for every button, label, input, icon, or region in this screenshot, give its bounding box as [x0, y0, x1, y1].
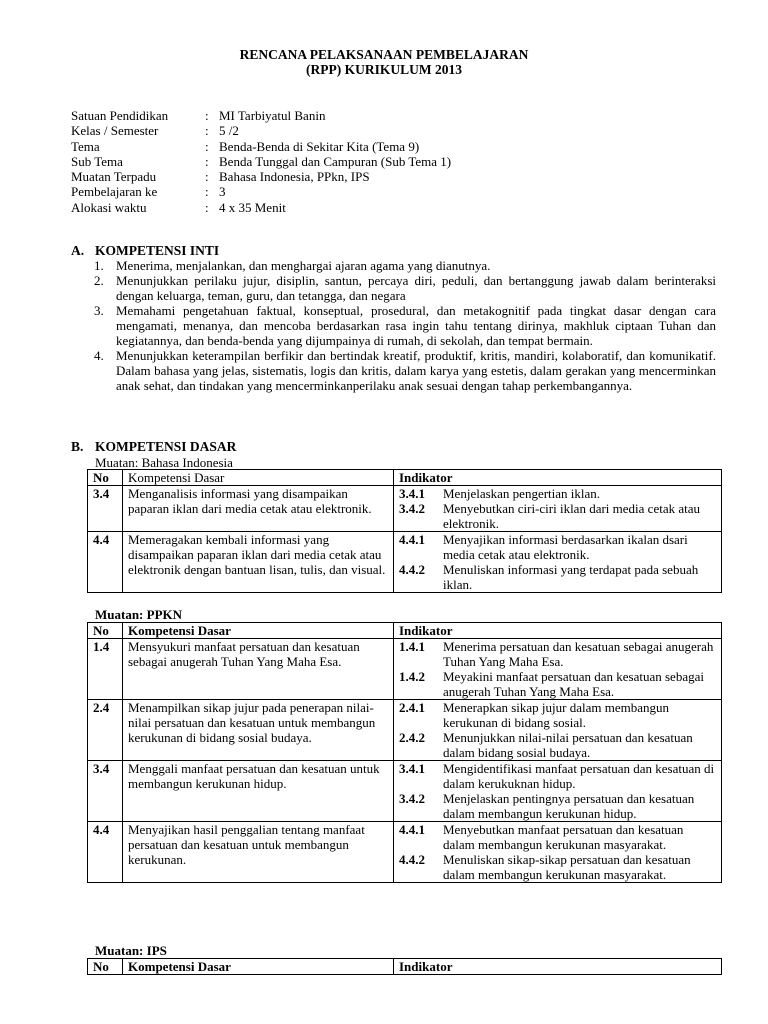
row-number: 3.4	[88, 486, 123, 532]
indicator-text: Menjelaskan pentingnya persatuan dan kesatuan dalam membangun kerukunan hidup.	[443, 791, 695, 821]
row-number: 3.4	[88, 761, 123, 822]
identity-label: Satuan Pendidikan	[71, 108, 169, 123]
identity-colon: :	[205, 153, 209, 169]
col-header-indikator: Indikator	[394, 470, 722, 486]
identity-colon: :	[205, 123, 209, 139]
indicator	[399, 562, 716, 592]
row-indicators	[394, 532, 722, 593]
table-header-row	[88, 470, 722, 486]
col-header-no: No	[88, 470, 123, 486]
row-kd: Menyajikan hasil penggalian tentang manfaat persatuan dan kesatuan untuk membangun kerukunan.	[123, 822, 394, 883]
row-indicators	[394, 700, 722, 761]
muatan-ips-label: Muatan: IPS	[95, 943, 167, 958]
muatan-ppkn-label: Muatan: PPKN	[95, 607, 183, 622]
indicator-code: 2.4.2	[399, 730, 425, 745]
col-header-kd: Kompetensi Dasar	[123, 959, 394, 975]
indicator	[399, 822, 716, 852]
indicator	[399, 730, 716, 760]
identity-colon: :	[205, 169, 209, 185]
indicator-code: 4.4.2	[399, 562, 425, 577]
identity-colon: :	[205, 199, 209, 215]
row-number: 2.4	[88, 700, 123, 761]
identity-value: Benda-Benda di Sekitar Kita (Tema 9)	[219, 138, 420, 154]
row-indicators	[394, 639, 722, 700]
row-number: 4.4	[88, 532, 123, 593]
col-header-kd: Kompetensi Dasar	[123, 623, 394, 639]
indicator-code: 4.4.1	[399, 822, 425, 837]
identity-value: 3	[219, 184, 226, 200]
indicator-text: Menuliskan sikap-sikap persatuan dan kesatuan dalam membangun kerukunan masyarakat.	[443, 852, 691, 882]
identity-value: Bahasa Indonesia, PPkn, IPS	[219, 169, 370, 185]
indicator-text: Meyakini manfaat persatuan dan kesatuan sebagai anugerah Tuhan Yang Maha Esa.	[443, 669, 704, 699]
indicator-code: 3.4.2	[399, 791, 425, 806]
identity-label: Muatan Terpadu	[71, 169, 157, 185]
identity-block	[71, 108, 691, 215]
indicator	[399, 669, 716, 699]
identity-colon: :	[205, 138, 209, 154]
identity-colon: :	[205, 108, 209, 123]
indicator-code: 4.4.2	[399, 852, 425, 867]
identity-colon: :	[205, 184, 209, 200]
section-a-heading	[71, 243, 219, 258]
section-letter: A.	[71, 243, 85, 258]
indicator-text: Menerapkan sikap jujur dalam membangun kerukunan di bidang sosial.	[443, 700, 669, 730]
indicator	[399, 700, 716, 730]
item-text: Menunjukkan keterampilan berfikir dan bertindak kreatif, produktif, kritis, mandiri, kolaboratif, dan komunikatif. Dalam bahasa yang jelas, sistematis, logis dan kritis, dalam karya yang estetis, dalam gerakan yang mencerminkan anak sehat, dan tindakan yang mencerminkanperilaku anak sesuai dengan tahap perkembangannya.	[116, 348, 716, 393]
col-header-no: No	[88, 959, 123, 975]
page-subtitle: (RPP) KURIKULUM 2013	[306, 62, 462, 77]
list-item	[94, 303, 716, 348]
indicator	[399, 791, 716, 821]
identity-value: 5 /2	[219, 123, 239, 139]
table-header-row	[88, 959, 722, 975]
list-item	[94, 273, 716, 303]
indicator-code: 4.4.1	[399, 532, 425, 547]
indicator-code: 1.4.2	[399, 669, 425, 684]
indicator-text: Menjelaskan pengertian iklan.	[443, 486, 601, 501]
row-kd: Memeragakan kembali informasi yang disampaikan paparan iklan dari media cetak atau elektronik dengan bantuan lisan, tulis, dan visual.	[123, 532, 394, 593]
row-indicators	[394, 486, 722, 532]
identity-label: Alokasi waktu	[71, 199, 147, 215]
identity-row	[71, 108, 691, 123]
kompetensi-inti-list	[94, 258, 716, 393]
section-title: KOMPETENSI DASAR	[95, 439, 237, 454]
identity-label: Pembelajaran ke	[71, 184, 158, 200]
list-item	[94, 348, 716, 393]
row-number: 4.4	[88, 822, 123, 883]
muatan-bahasa-label: Muatan: Bahasa Indonesia	[95, 455, 233, 470]
col-header-no: No	[88, 623, 123, 639]
page-title: RENCANA PELAKSANAAN PEMBELAJARAN	[239, 47, 529, 62]
table-row	[88, 700, 722, 761]
col-header-indikator: Indikator	[394, 959, 722, 975]
indicator-text: Menyebutkan ciri-ciri iklan dari media cetak atau elektronik.	[443, 501, 700, 531]
kd-table-ips	[87, 958, 722, 975]
item-number: 1.	[94, 258, 104, 273]
indicator-text: Menyajikan informasi berdasarkan ikalan dsari media cetak atau elektronik.	[443, 532, 688, 562]
table-row	[88, 532, 722, 593]
identity-value: Benda Tunggal dan Campuran (Sub Tema 1)	[219, 153, 452, 169]
indicator	[399, 501, 716, 531]
row-indicators	[394, 822, 722, 883]
table-header-row	[88, 623, 722, 639]
indicator-text: Menunjukkan nilai-nilai persatuan dan kesatuan dalam bidang sosial budaya.	[443, 730, 693, 760]
indicator	[399, 532, 716, 562]
identity-row	[71, 169, 691, 184]
indicator-text: Mengidentifikasi manfaat persatuan dan kesatuan di dalam kerukuknan hidup.	[443, 761, 715, 791]
table-row	[88, 822, 722, 883]
row-kd: Menggali manfaat persatuan dan kesatuan untuk membangun kerukunan hidup.	[123, 761, 394, 822]
identity-label: Tema	[71, 138, 100, 154]
indicator-text: Menuliskan informasi yang terdapat pada sebuah iklan.	[443, 562, 699, 592]
identity-row	[71, 154, 691, 169]
item-text: Menerima, menjalankan, dan menghargai ajaran agama yang dianutnya.	[116, 258, 491, 273]
indicator-code: 2.4.1	[399, 700, 425, 715]
col-header-indikator: Indikator	[394, 623, 722, 639]
section-title: KOMPETENSI INTI	[95, 243, 220, 258]
row-indicators	[394, 761, 722, 822]
identity-label: Sub Tema	[71, 153, 123, 169]
identity-row	[71, 184, 691, 199]
section-b-heading	[71, 439, 236, 454]
indicator-text: Menerima persatuan dan kesatuan sebagai anugerah Tuhan Yang Maha Esa.	[443, 639, 714, 669]
item-number: 2.	[94, 273, 104, 288]
list-item	[94, 258, 716, 273]
table-row	[88, 761, 722, 822]
identity-value: 4 x 35 Menit	[219, 199, 286, 215]
indicator	[399, 852, 716, 882]
indicator-code: 3.4.2	[399, 501, 425, 516]
indicator	[399, 761, 716, 791]
indicator-code: 3.4.1	[399, 761, 425, 776]
indicator	[399, 486, 716, 501]
table-row	[88, 639, 722, 700]
item-text: Memahami pengetahuan faktual, konseptual, prosedural, dan metakognitif pada tingkat dasar dengan cara mengamati, menanya, dan mencoba berdasarkan rasa ingin tahu tentang dirinya, makhluk ciptaan Tuhan dan kegiatannya, dan benda-benda yang dijumpainya di rumah, di sekolah, dan tempat bermain.	[116, 303, 716, 348]
identity-row	[71, 123, 691, 138]
section-letter: B.	[71, 439, 84, 454]
row-kd: Menampilkan sikap jujur pada penerapan nilai-nilai persatuan dan kesatuan untuk membangun kerukunan di bidang sosial budaya.	[123, 700, 394, 761]
identity-label: Kelas / Semester	[71, 123, 159, 139]
identity-value: MI Tarbiyatul Banin	[219, 108, 326, 123]
indicator	[399, 639, 716, 669]
identity-row	[71, 139, 691, 154]
item-text: Menunjukkan perilaku jujur, disiplin, santun, percaya diri, peduli, dan bertanggung jawab dalam berinteraksi dengan keluarga, teman, guru, dan tetangga, dan negara	[116, 273, 716, 303]
table-row	[88, 486, 722, 532]
row-kd: Menganalisis informasi yang disampaikan paparan iklan dari media cetak atau elektronik.	[123, 486, 394, 532]
item-number: 3.	[94, 303, 104, 318]
row-kd: Mensyukuri manfaat persatuan dan kesatuan sebagai anugerah Tuhan Yang Maha Esa.	[123, 639, 394, 700]
kd-table-bahasa	[87, 469, 722, 593]
indicator-text: Menyebutkan manfaat persatuan dan kesatuan dalam membangun kerukunan masyarakat.	[443, 822, 684, 852]
indicator-code: 1.4.1	[399, 639, 425, 654]
col-header-kd: Kompetensi Dasar	[123, 470, 394, 486]
row-number: 1.4	[88, 639, 123, 700]
indicator-code: 3.4.1	[399, 486, 425, 501]
identity-row	[71, 200, 691, 215]
kd-table-ppkn	[87, 622, 722, 883]
item-number: 4.	[94, 348, 104, 363]
